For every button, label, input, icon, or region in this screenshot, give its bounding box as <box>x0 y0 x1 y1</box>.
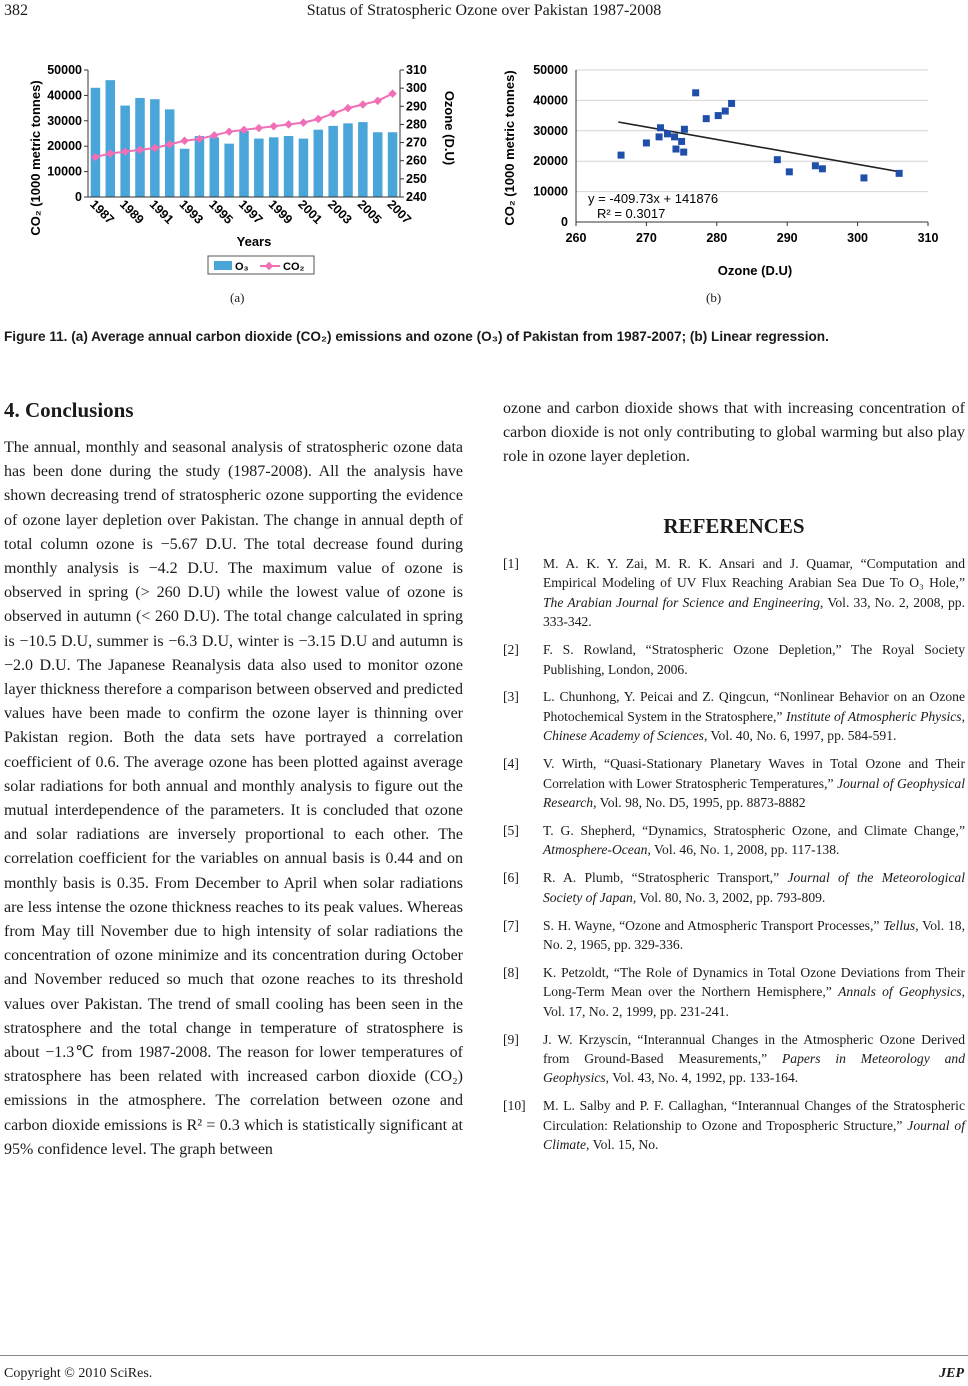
y2-tick-label: 310 <box>406 63 427 77</box>
legend-label-co2: CO₂ <box>283 261 305 273</box>
x-axis-label: Ozone (D.U) <box>717 263 793 278</box>
data-point-2 <box>643 139 650 146</box>
legend-label-o3: O₃ <box>235 261 249 273</box>
y-axis-label: CO₂ (1000 metric tonnes) <box>28 80 43 236</box>
x-tick-label: 280 <box>706 231 728 245</box>
data-point-18 <box>812 162 819 169</box>
reference-details: , Vol. 17, No. 2, 1999, pp. 231-241. <box>543 984 965 1019</box>
reference-text <box>543 1030 965 1088</box>
x-tick-label: 1993 <box>176 197 207 227</box>
chart-legend <box>208 256 314 274</box>
co2-point-2007 <box>388 89 396 97</box>
reference-list <box>503 554 965 1163</box>
reference-text <box>543 554 965 632</box>
x-tick-label: 290 <box>776 231 798 245</box>
y-tick-label: 40000 <box>47 88 82 103</box>
reference-details: , Vol. 43, No. 4, 1992, pp. 133-164. <box>605 1070 799 1086</box>
reference-number: [8] <box>503 964 519 980</box>
y-tick-label: 0 <box>75 190 82 204</box>
x-tick-label: 300 <box>847 231 869 245</box>
bar-1999 <box>269 137 279 197</box>
co2-point-1996 <box>225 127 233 135</box>
section-heading: 4. Conclusions <box>4 398 134 422</box>
reference-item <box>503 963 965 1021</box>
bar-1995 <box>210 137 220 197</box>
reference-number: [2] <box>503 642 519 658</box>
co2-point-2005 <box>359 100 367 108</box>
data-point-3 <box>656 133 663 140</box>
bar-2004 <box>343 123 353 197</box>
data-point-8 <box>681 126 688 133</box>
reference-item <box>503 1030 965 1088</box>
data-point-16 <box>774 156 781 163</box>
x-tick-label: 2005 <box>354 197 385 227</box>
y-tick-label: 40000 <box>533 93 568 108</box>
reference-item <box>503 821 965 860</box>
y-axis-label: CO₂ (1000 metric tonnes) <box>502 70 517 226</box>
data-point-20 <box>860 174 867 181</box>
x-tick-label: 1997 <box>235 197 266 227</box>
x-tick-label: 2007 <box>384 197 415 227</box>
panel-a-label: (a) <box>230 290 245 305</box>
reference-details: , Vol. 40, No. 6, 1997, pp. 584-591. <box>703 728 897 744</box>
bar-2003 <box>328 126 338 197</box>
data-point-5 <box>664 130 671 137</box>
co2-point-2006 <box>373 97 381 105</box>
reference-text <box>543 821 965 860</box>
bar-2005 <box>358 122 368 197</box>
x-axis-label: Years <box>236 234 272 249</box>
reference-number: [5] <box>503 822 519 838</box>
reference-authors-title: K. Petzoldt, “The Role of Dynamics in Total Ozone Deviations from Their Long-Term Mean over the Northern Hemisphere,” <box>543 964 965 1000</box>
reference-details: , Vol. 15, No. <box>586 1137 659 1153</box>
reference-authors-title: L. Chunhong, Y. Peicai and Z. Qingcun, “Nonlinear Behavior on an Ozone Photochemical System in the Stratosphere,” <box>543 689 965 724</box>
body-text-left-column: The annual, monthly and seasonal analysis of stratospheric ozone data has been done during the study (1987-2008). All the analysis have shown decreasing trend of stratospheric ozone supporting the evidence of ozone layer depletion over Pakistan. The change in annual depth of total column ozone is −5.67 D.U. The total decrease found during monthly analysis is −4.2 D.U. The maximum value of ozone is observed in spring (> 260 D.U) while the lowest value of ozone is observed in autumn (< 260 D.U). The total change calculated in spring is −10.5 D.U, summer is −6.3 D.U, winter is −3.15 D.U and autumn is −2.0 D.U. The Japanese Reanalysis data also used to monitor ozone layer thickness therefore a comparison between observed and predicted values have been made to confirm the ozone layer is thinning over Pakistan region. Both the data sets have portrayed a correlation coefficient of 0.6. The average ozone has been plotted against average solar radiations for both annual and monthly analysis to figure out the mutual interdependence of the parameters. It is concluded that ozone and solar radiations are inversely proportional to each other. The correlation coefficient for the variables on annual basis is 0.44 and on monthly basis is 0.35. From December to April when solar radiations are less intense the ozone thickness reaches to its peak values. Whereas from May till November due to high intensity of solar radiations the concentration of ozone minimize and its concentration during October and November reduced so much that ozone reaches to its threshold values over Pakistan. The trend of small cooling has been seen in the stratosphere and the total change in temperature of stratosphere is about −1.3℃ from 1987-2008. The reason for lower temperatures of stratosphere has been related with increased carbon dioxide (CO₂) emissions in the atmosphere. The correlation between ozone and carbon dioxide emissions is R² = 0.3 which is statistically significant at 95% confidence level. The graph between <box>4 439 463 1158</box>
reference-authors-title: V. Wirth, “Quasi-Stationary Planetary Waves in Total Ozone and Their Correlation with Lower Stratospheric Temperatures,” <box>543 756 965 791</box>
data-point-6 <box>671 133 678 140</box>
reference-number: [7] <box>503 917 519 933</box>
data-point-17 <box>786 168 793 175</box>
y-tick-label: 0 <box>561 215 568 229</box>
r-squared-annotation: R² = 0.3017 <box>597 206 666 221</box>
reference-details: , Vol. 80, No. 3, 2002, pp. 793-809. <box>632 889 826 905</box>
y2-tick-label: 270 <box>406 135 427 150</box>
reference-journal: Tellus <box>883 917 916 933</box>
running-title: Status of Stratospheric Ozone over Pakistan 1987-2008 <box>306 2 662 19</box>
reference-item <box>503 916 965 955</box>
reference-journal: Journal of Climate <box>543 1117 965 1153</box>
reference-journal: Journal of the Meteorological Society of Japan <box>543 870 965 905</box>
data-point-4 <box>657 124 664 131</box>
y2-tick-label: 260 <box>406 153 427 168</box>
reference-number: [4] <box>503 756 519 772</box>
bar-1998 <box>254 139 264 197</box>
x-tick-label: 1999 <box>265 197 296 227</box>
data-point-1 <box>618 152 625 159</box>
y-tick-label: 10000 <box>47 164 82 179</box>
y-tick-label: 20000 <box>533 154 568 169</box>
co2-point-1993 <box>180 137 188 145</box>
data-point-11 <box>692 89 699 96</box>
x-tick-label: 260 <box>565 231 587 245</box>
data-point-7 <box>672 146 679 153</box>
copyright-notice: Copyright © 2010 SciRes. <box>4 1366 153 1381</box>
reference-journal: Papers in Meteorology and Geophysics <box>543 1050 966 1086</box>
bar-1993 <box>180 149 190 197</box>
bar-1994 <box>195 136 205 197</box>
data-point-9 <box>678 138 685 145</box>
reference-number: [9] <box>503 1031 519 1047</box>
data-point-13 <box>715 112 722 119</box>
reference-item <box>503 554 965 632</box>
y2-tick-label: 290 <box>406 99 427 114</box>
x-tick-label: 270 <box>635 231 657 245</box>
y-tick-label: 10000 <box>533 184 568 199</box>
x-tick-label: 1989 <box>117 197 147 227</box>
co2-point-2000 <box>284 120 292 128</box>
x-tick-label: 310 <box>917 231 939 245</box>
reference-text <box>543 868 965 907</box>
figure-a-chart <box>22 58 470 283</box>
reference-details: , Vol. 33, No. 2, 2008, pp. 333-342. <box>543 594 966 630</box>
y2-tick-label: 240 <box>406 190 427 204</box>
bar-1997 <box>239 131 249 197</box>
co2-point-1998 <box>255 124 263 132</box>
data-point-12 <box>703 115 710 122</box>
journal-abbreviation: JEP <box>939 1366 964 1381</box>
reference-authors-title: S. H. Wayne, “Ozone and Atmospheric Transport Processes,” <box>543 917 884 933</box>
bar-2001 <box>299 139 309 197</box>
reference-authors-title: M. A. K. Y. Zai, M. R. K. Ansari and J. Quamar, “Computation and Empirical Modeling of UV Flux Reaching Arabian Sea Due To O₃ Hole,” <box>543 556 965 591</box>
reference-text <box>543 640 965 679</box>
y-tick-label: 30000 <box>47 113 82 128</box>
x-tick-label: 1995 <box>206 197 236 227</box>
y2-tick-label: 250 <box>406 171 427 186</box>
y-tick-label: 30000 <box>533 123 568 138</box>
y-tick-label: 50000 <box>533 63 568 77</box>
reference-item <box>503 868 965 907</box>
bar-2000 <box>284 136 294 197</box>
reference-item <box>503 754 965 812</box>
reference-authors-title: J. W. Krzyscin, “Interannual Changes in the Atmospheric Ozone Derived from Ground-Based Measurements,” <box>543 1031 965 1066</box>
page-number: 382 <box>4 2 28 19</box>
references-heading: REFERENCES <box>663 514 805 538</box>
reference-text <box>543 687 965 745</box>
x-tick-label: 2001 <box>295 197 325 227</box>
y2-tick-label: 300 <box>406 81 427 96</box>
footer-rule <box>0 1355 968 1356</box>
reference-details: , Vol. 46, No. 1, 2008, pp. 117-138. <box>647 842 840 858</box>
co2-point-2004 <box>344 104 352 112</box>
body-text-right-column: ozone and carbon dioxide shows that with increasing concentration of carbon dioxide is not only contributing to global warming but also play role in ozone layer depletion. <box>503 400 965 466</box>
bar-1987 <box>91 88 101 197</box>
x-tick-label: 2003 <box>325 197 355 227</box>
reference-journal: Atmosphere-Ocean <box>543 842 648 858</box>
reference-number: [6] <box>503 870 519 886</box>
y-tick-label: 20000 <box>47 139 82 154</box>
bar-2006 <box>373 132 383 197</box>
x-tick-label: 1991 <box>146 197 177 227</box>
reference-number: [1] <box>503 556 519 571</box>
data-point-19 <box>819 165 826 172</box>
panel-b-label: (b) <box>706 290 722 305</box>
regression-equation: y = -409.73x + 141876 <box>588 191 719 206</box>
reference-journal: The Arabian Journal for Science and Engineering <box>543 594 820 610</box>
bar-1992 <box>165 109 175 197</box>
reference-journal: Institute of Atmospheric Physics, Chinese Academy of Sciences <box>543 708 965 744</box>
x-tick-label: 1987 <box>87 197 117 227</box>
figure-caption: Figure 11. (a) Average annual carbon dioxide (CO₂) emissions and ozone (O₃) of Pakistan from 1987-2007; (b) Linear regression. <box>4 329 829 344</box>
reference-text <box>543 916 965 955</box>
reference-number: [3] <box>503 689 519 705</box>
bar-2002 <box>314 130 324 197</box>
co2-point-1999 <box>269 122 277 130</box>
reference-details: , Vol. 98, No. D5, 1995, pp. 8873-8882 <box>593 794 806 810</box>
bar-1988 <box>106 80 116 197</box>
reference-item <box>503 687 965 745</box>
figure-b-chart <box>500 58 950 283</box>
reference-journal: Annals of Geophysics <box>838 984 962 1000</box>
co2-point-2003 <box>329 109 337 117</box>
data-point-21 <box>896 170 903 177</box>
co2-point-2001 <box>299 118 307 126</box>
reference-text <box>543 1096 965 1154</box>
data-point-14 <box>722 108 729 115</box>
reference-details: , Vol. 18, No. 2, 1965, pp. 329-336. <box>543 917 965 952</box>
reference-authors-title: R. A. Plumb, “Stratospheric Transport,” <box>543 870 788 886</box>
y-tick-label: 50000 <box>47 63 82 77</box>
bar-1996 <box>224 144 234 197</box>
reference-number: [10] <box>503 1098 526 1114</box>
reference-authors-title: M. L. Salby and P. F. Callaghan, “Interannual Changes of the Stratospheric Circulation: Relationship to Ozone and Tropospheric Structure,” <box>543 1098 965 1133</box>
data-point-10 <box>680 149 687 156</box>
reference-journal: Journal of Geophysical Research <box>543 775 966 810</box>
data-point-15 <box>728 100 735 107</box>
reference-authors-title: F. S. Rowland, “Stratospheric Ozone Depletion,” The Royal Society Publishing, London, 2006. <box>543 642 965 677</box>
y2-tick-label: 280 <box>406 117 427 132</box>
bar-2007 <box>388 132 398 197</box>
reference-authors-title: T. G. Shepherd, “Dynamics, Stratospheric Ozone, and Climate Change,” <box>543 822 965 838</box>
legend-swatch-o3 <box>214 261 232 270</box>
y2-axis-label: Ozone (D.U) <box>442 90 457 166</box>
reference-item <box>503 640 965 679</box>
reference-text <box>543 963 965 1021</box>
reference-text <box>543 754 965 812</box>
reference-item <box>503 1096 965 1154</box>
co2-point-2002 <box>314 115 322 123</box>
